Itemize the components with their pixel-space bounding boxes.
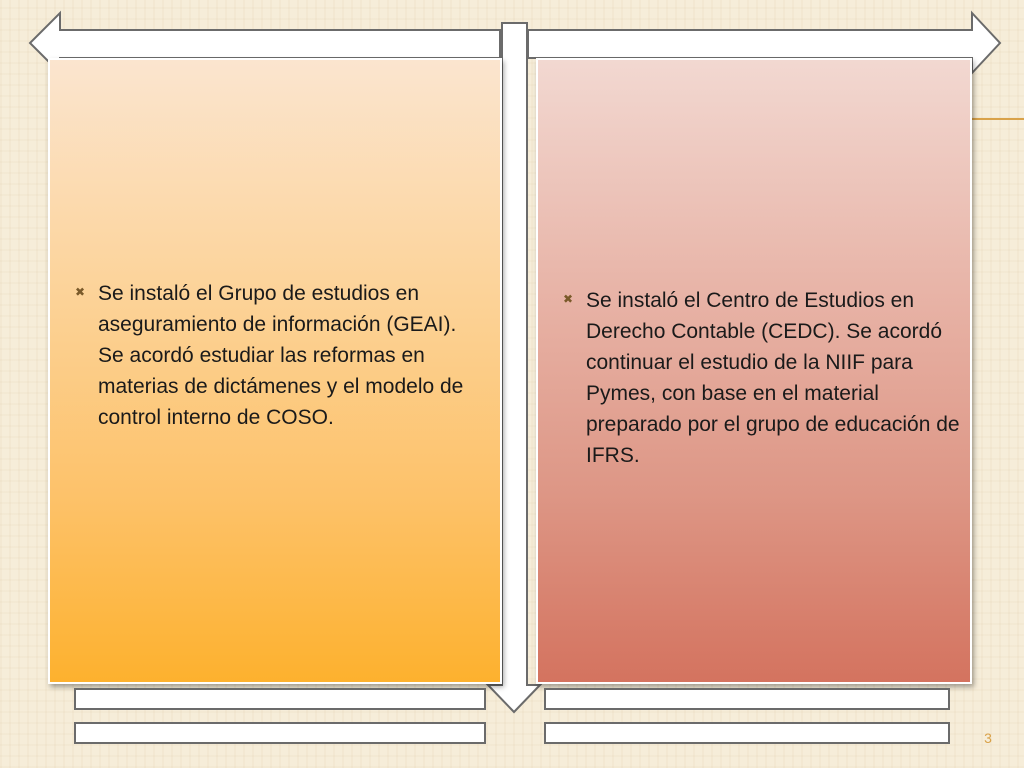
left-panel-text: Se instaló el Grupo de estudios en aseguramiento de información (GEAI). Se acordó estudiar las reformas en materias de dictámenes y el modelo de control interno de COSO. (98, 282, 464, 429)
left-bullet-list (62, 278, 482, 433)
left-content-panel (48, 58, 502, 684)
right-empty-bar-2 (544, 722, 950, 744)
left-empty-bar-1 (74, 688, 486, 710)
right-empty-bar-1 (544, 688, 950, 710)
left-empty-bar-2 (74, 722, 486, 744)
right-content-panel (536, 58, 972, 684)
right-panel-text: Se instaló el Centro de Estudios en Derecho Contable (CEDC). Se acordó continuar el estudio de la NIIF para Pymes, con base en el material preparado por el grupo de educación de IFRS. (586, 289, 960, 467)
x-mark-icon: ✖ (562, 292, 574, 306)
list-item (550, 285, 962, 471)
right-bullet-list (550, 285, 962, 471)
x-mark-icon: ✖ (74, 285, 86, 299)
page-number: 3 (984, 730, 992, 746)
list-item (62, 278, 482, 433)
